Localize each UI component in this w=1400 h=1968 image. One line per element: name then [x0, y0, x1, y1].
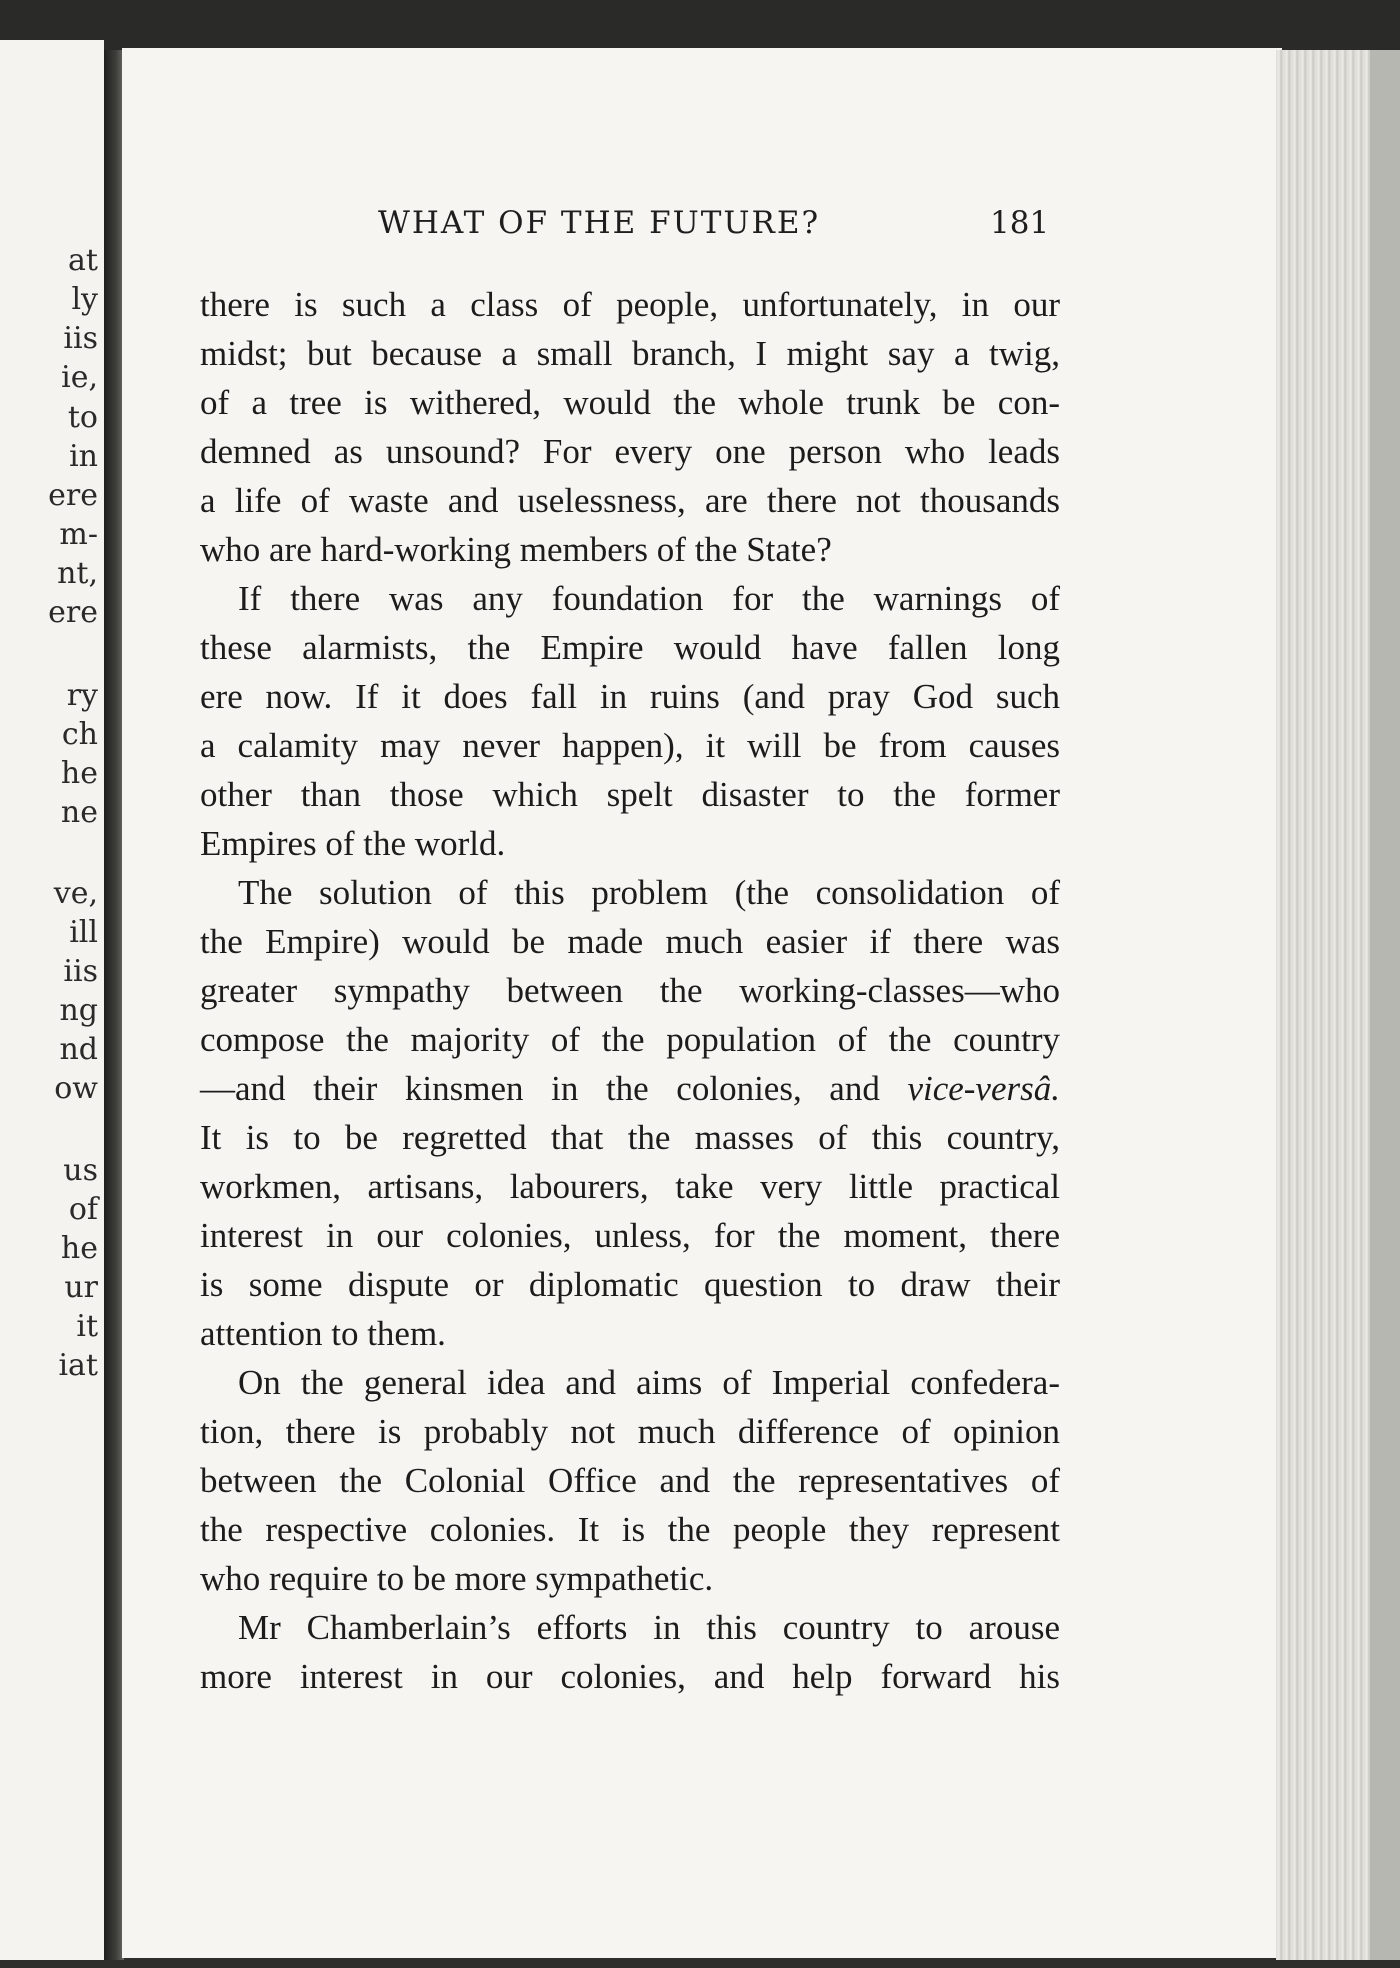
text-line: The solution of this problem (the consolidation of [238, 873, 1060, 912]
facing-page-fragment: m- [59, 517, 98, 552]
text-line: interest in our colonies, unless, for the moment, there [200, 1216, 1060, 1255]
book-gutter [104, 50, 124, 1960]
facing-page-fragment: he [60, 1231, 98, 1266]
text-line: who require to be more sympathetic. [200, 1559, 714, 1598]
text-line: a life of waste and uselessness, are there not thousands [200, 481, 1060, 520]
text-line: the respective colonies. It is the people they represent [200, 1510, 1060, 1549]
facing-page-fragment: ne [60, 795, 98, 830]
text-line: there is such a class of people, unfortunately, in our [200, 285, 1060, 324]
text-line: other than those which spelt disaster to the former [200, 775, 1060, 814]
facing-page-fragment: ill [69, 915, 98, 950]
running-head: WHAT OF THE FUTURE? [378, 205, 821, 241]
facing-page-fragment: ere [48, 478, 98, 513]
text-line: more interest in our colonies, and help forward his [200, 1657, 1060, 1696]
facing-page-fragment: ly [71, 282, 98, 317]
facing-page-fragment: of [68, 1192, 98, 1227]
text-line: is some dispute or diplomatic question to draw their [200, 1265, 1060, 1304]
facing-page-fragment: it [76, 1309, 98, 1344]
page-edge-shadow [1370, 50, 1400, 1960]
body-text [200, 280, 1060, 1701]
facing-page-fragment: at [68, 243, 98, 278]
facing-page-fragment: nt, [57, 556, 98, 591]
text-line: midst; but because a small branch, I might say a twig, [200, 334, 1060, 373]
text-line: greater sympathy between the working-classes—who [200, 971, 1060, 1010]
facing-page-fragment: nd [59, 1032, 98, 1067]
facing-page-fragment: ve, [53, 876, 98, 911]
facing-page-fragment: ere [48, 595, 98, 630]
text-line: If there was any foundation for the warnings of [238, 579, 1060, 618]
text-line: ere now. If it does fall in ruins (and pray God such [200, 677, 1060, 716]
facing-page-fragment: ch [61, 717, 98, 752]
facing-page-fragment: ie, [61, 360, 98, 395]
facing-page-fragment: ur [64, 1270, 98, 1305]
facing-page-fragment: ow [54, 1071, 98, 1106]
text-line: attention to them. [200, 1314, 446, 1353]
facing-page-fragment: us [63, 1153, 98, 1188]
facing-page-fragment: in [69, 439, 98, 474]
text-line: these alarmists, the Empire would have fallen long [200, 628, 1060, 667]
page-number: 181 [990, 205, 1050, 241]
text-line: tion, there is probably not much difference of opinion [200, 1412, 1060, 1451]
facing-page-fragment: iis [63, 954, 98, 989]
text-line: the Empire) would be made much easier if there was [200, 922, 1060, 961]
facing-page-fragment: ng [59, 993, 98, 1028]
text-line: It is to be regretted that the masses of this country, [200, 1118, 1060, 1157]
text-line: workmen, artisans, labourers, take very little practical [200, 1167, 1060, 1206]
facing-page-fragment: ry [66, 678, 98, 713]
text-line: between the Colonial Office and the representatives of [200, 1461, 1060, 1500]
text-line: Mr Chamberlain’s efforts in this country to arouse [238, 1608, 1060, 1647]
text-line: of a tree is withered, would the whole trunk be con- [200, 383, 1060, 422]
text-line: a calamity may never happen), it will be from causes [200, 726, 1060, 765]
facing-page-fragment: he [60, 756, 98, 791]
facing-page-left [0, 40, 104, 1960]
text-line: On the general idea and aims of Imperial confedera- [238, 1363, 1060, 1402]
text-line: —and their kinsmen in the colonies, and vice-versâ. [200, 1069, 1060, 1108]
text-line: demned as unsound? For every one person who leads [200, 432, 1060, 471]
facing-page-fragment: iis [63, 321, 98, 356]
text-line: Empires of the world. [200, 824, 506, 863]
text-line: who are hard-working members of the State? [200, 530, 832, 569]
facing-page-fragment: to [67, 400, 98, 435]
text-line: compose the majority of the population of the country [200, 1020, 1060, 1059]
facing-page-fragment: iat [58, 1348, 98, 1383]
